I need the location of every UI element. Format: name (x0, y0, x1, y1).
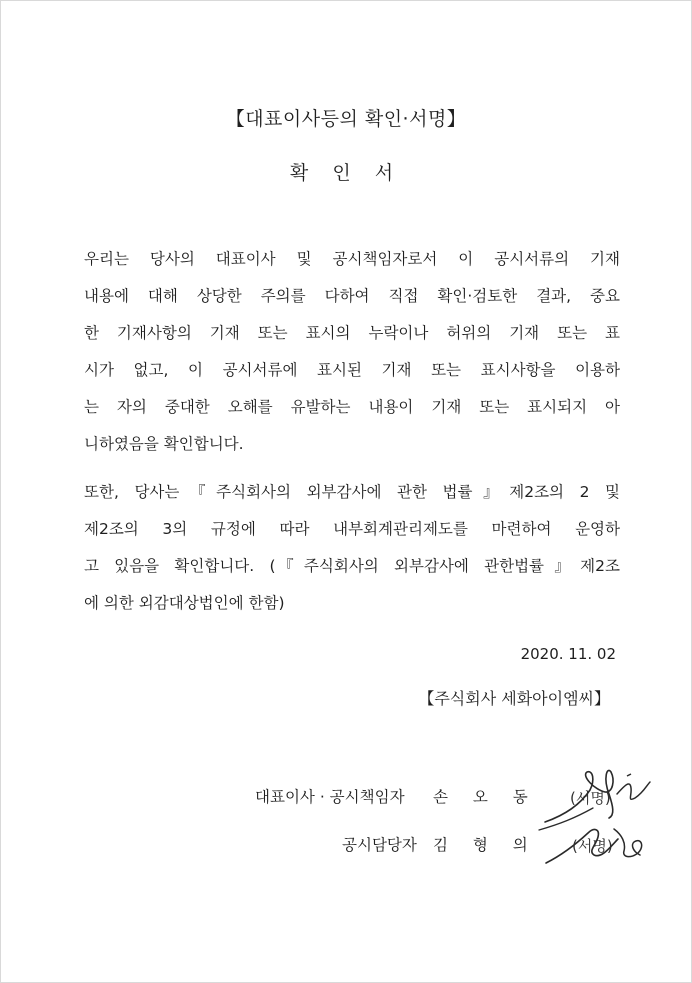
paragraph2-line: 또한, 당사는『주식회사의 외부감사에 관한 법률』제2조의 2 및 (84, 483, 620, 501)
paragraph2-line: 고 있음을 확인합니다. (『주식회사의 외부감사에 관한법률』제2조 (84, 557, 620, 575)
paragraph1-line: 시가 없고, 이 공시서류에 표시된 기재 또는 표시사항을 이용하 (84, 361, 620, 379)
document-heading: 【대표이사등의 확인·서명】 (225, 108, 467, 130)
paragraph2-line: 제2조의 3의 규정에 따라 내부회계관리제도를 마련하여 운영하 (84, 520, 620, 538)
company-name: 【주식회사 세화아이엠씨】 (418, 689, 610, 708)
paragraph2-line: 에 의한 외감대상법인에 한함) (84, 594, 285, 612)
signer-role: 대표이사 · 공시책임자 (255, 788, 405, 806)
document-date: 2020. 11. 02 (520, 645, 616, 663)
paragraph1-line: 한 기재사항의 기재 또는 표시의 누락이나 허위의 기재 또는 표 (84, 324, 620, 342)
paragraph1-line: 니하였음을 확인합니다. (84, 435, 244, 453)
signer-name: 손 오 동 (433, 788, 538, 806)
document-title: 확 인 서 (289, 162, 403, 184)
signature-mark-label: (서명) (572, 837, 613, 855)
signature-mark-label: (서명) (570, 789, 611, 807)
signer-role: 공시담당자 (342, 836, 417, 854)
paragraph1-line: 내용에 대해 상당한 주의를 다하여 직접 확인·검토한 결과, 중요 (84, 287, 620, 305)
signer-name: 김 형 의 (433, 836, 538, 854)
paragraph1-line: 는 자의 중대한 오해를 유발하는 내용이 기재 또는 표시되지 아 (84, 398, 620, 416)
paragraph1-line: 우리는 당사의 대표이사 및 공시책임자로서 이 공시서류의 기재 (84, 250, 620, 268)
